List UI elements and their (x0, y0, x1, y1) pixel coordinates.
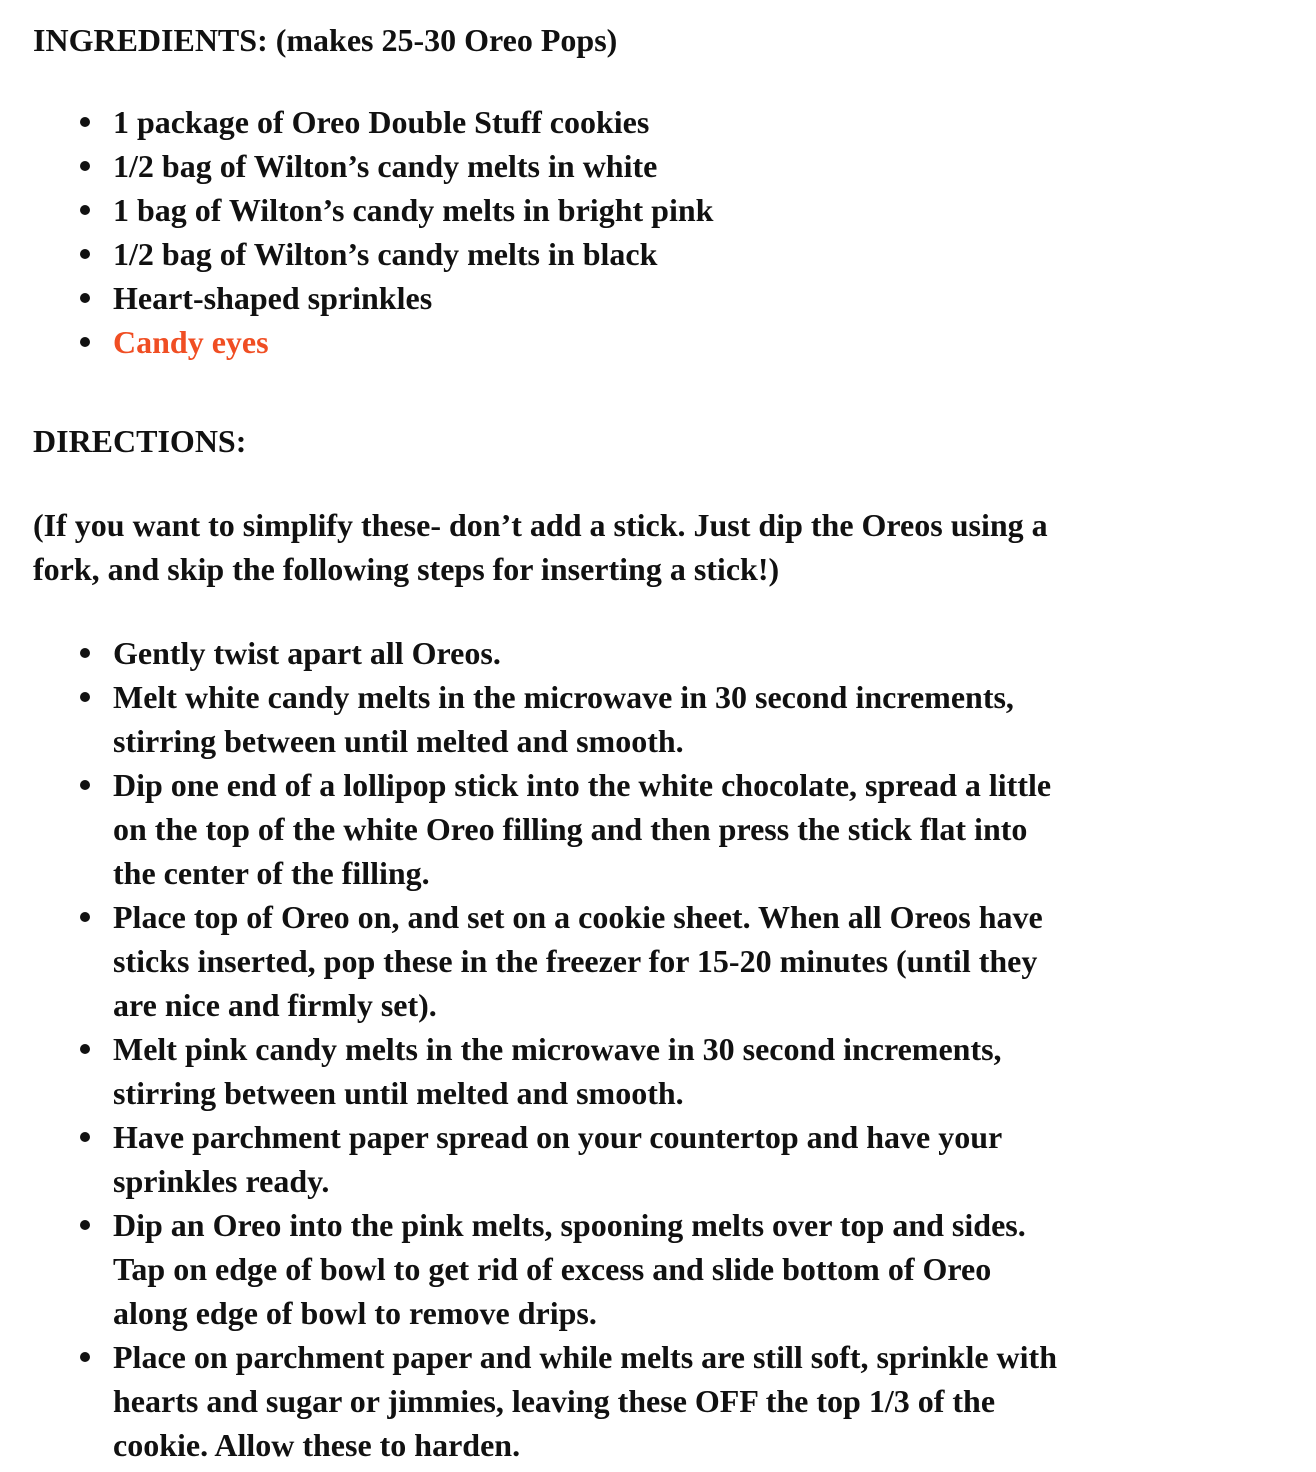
ingredient-bullet (80, 205, 90, 215)
ingredient-bullet (80, 293, 90, 303)
ingredients-heading: INGREDIENTS: (makes 25-30 Oreo Pops) (33, 22, 618, 58)
direction-step: Place on parchment paper and while melts are still soft, sprinkle with (113, 1339, 1057, 1375)
ingredient-bullet (80, 249, 90, 259)
direction-step: Melt white candy melts in the microwave in 30 second increments, (113, 679, 1014, 715)
directions-note: fork, and skip the following steps for inserting a stick!) (33, 551, 780, 587)
ingredient-item: 1/2 bag of Wilton’s candy melts in black (113, 236, 658, 272)
direction-step: cookie. Allow these to harden. (113, 1427, 521, 1463)
ingredient-item: 1 package of Oreo Double Stuff cookies (113, 104, 650, 140)
step-bullet (80, 1352, 90, 1362)
directions-heading: DIRECTIONS: (33, 423, 247, 459)
ingredient-item: Heart-shaped sprinkles (113, 280, 433, 316)
direction-step: sticks inserted, pop these in the freezer for 15-20 minutes (until they (113, 943, 1038, 979)
direction-step: Melt pink candy melts in the microwave in 30 second increments, (113, 1031, 1002, 1067)
direction-step: Gently twist apart all Oreos. (113, 635, 501, 671)
direction-step: Tap on edge of bowl to get rid of excess and slide bottom of Oreo (113, 1251, 992, 1287)
direction-step: the center of the filling. (113, 855, 430, 891)
step-bullet (80, 1220, 90, 1230)
direction-step: Have parchment paper spread on your countertop and have your (113, 1119, 1003, 1155)
step-bullet (80, 692, 90, 702)
step-bullet (80, 912, 90, 922)
ingredient-item: 1/2 bag of Wilton’s candy melts in white (113, 148, 658, 184)
step-bullet (80, 780, 90, 790)
ingredient-bullet (80, 117, 90, 127)
direction-step: sprinkles ready. (113, 1163, 330, 1199)
direction-step: hearts and sugar or jimmies, leaving these OFF the top 1/3 of the (113, 1383, 996, 1419)
directions-note: (If you want to simplify these- don’t add a stick. Just dip the Oreos using a (33, 507, 1048, 543)
ingredient-item: 1 bag of Wilton’s candy melts in bright pink (113, 192, 714, 228)
direction-step: Place top of Oreo on, and set on a cookie sheet. When all Oreos have (113, 899, 1043, 935)
ingredient-bullet (80, 337, 90, 347)
direction-step: Dip one end of a lollipop stick into the white chocolate, spread a little (113, 767, 1052, 803)
step-bullet (80, 648, 90, 658)
ingredient-link[interactable]: Candy eyes (113, 324, 269, 360)
direction-step: stirring between until melted and smooth. (113, 1075, 684, 1111)
ingredient-bullet (80, 161, 90, 171)
direction-step: on the top of the white Oreo filling and then press the stick flat into (113, 811, 1028, 847)
step-bullet (80, 1044, 90, 1054)
step-bullet (80, 1132, 90, 1142)
direction-step: Dip an Oreo into the pink melts, spooning melts over top and sides. (113, 1207, 1026, 1243)
direction-step: are nice and firmly set). (113, 987, 437, 1023)
direction-step: along edge of bowl to remove drips. (113, 1295, 597, 1331)
direction-step: stirring between until melted and smooth. (113, 723, 684, 759)
